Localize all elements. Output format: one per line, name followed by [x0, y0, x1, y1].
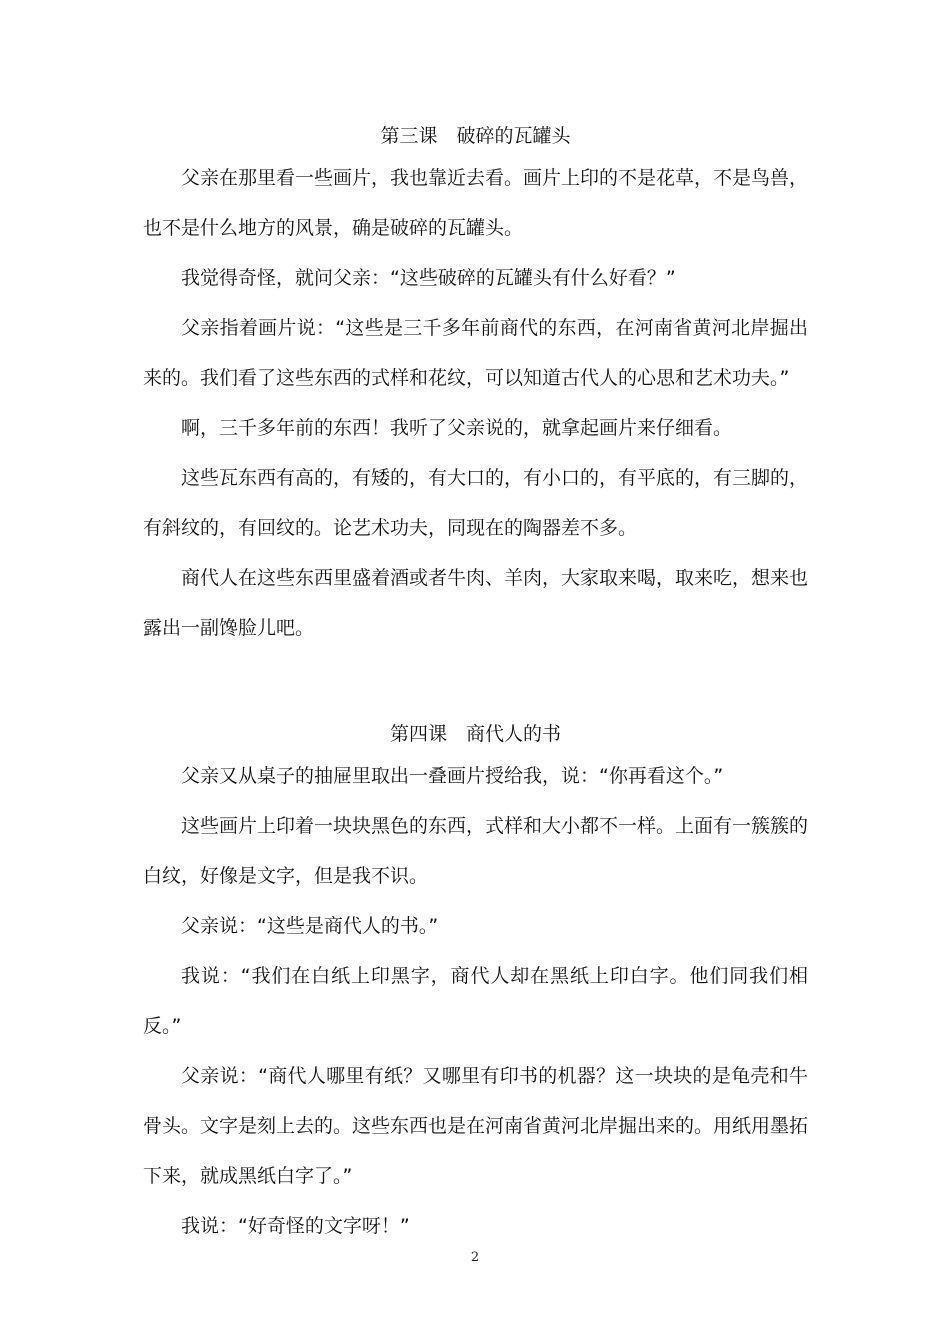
lesson-4-paragraph-4: 我说：“我们在白纸上印黑字，商代人却在黑纸上印白字。他们同我们相反。”: [143, 965, 808, 1037]
lesson-3-paragraph-2: 我觉得奇怪，就问父亲：“这些破碎的瓦罐头有什么好看？”: [181, 267, 676, 289]
lesson-3-paragraph-4: 啊，三千多年前的东西！我听了父亲说的，就拿起画片来仔细看。: [181, 417, 733, 439]
lesson-3-paragraph-1: 父亲在那里看一些画片，我也靠近去看。画片上印的不是花草，不是鸟兽，也不是什么地方的风景，确是破碎的瓦罐头。: [143, 167, 809, 239]
lesson-3-title: 第三课 破碎的瓦罐头: [380, 125, 571, 147]
lesson-4-paragraph-5: 父亲说：“商代人哪里有纸？又哪里有印书的机器？这一块块的是龟壳和牛骨头。文字是刻上去的。这些东西也是在河南省黄河北岸掘出来的。用纸用墨拓下来，就成黑纸白字了。”: [143, 1065, 809, 1187]
lesson-4-paragraph-2: 这些画片上印着一块块黑色的东西，式样和大小都不一样。上面有一簇簇的白纹，好像是文字，但是我不识。: [143, 815, 809, 887]
page-number: 2: [470, 1250, 480, 1265]
lesson-3-paragraph-5: 这些瓦东西有高的，有矮的，有大口的，有小口的，有平底的，有三脚的，有斜纹的，有回纹的。论艺术功夫，同现在的陶器差不多。: [143, 467, 809, 539]
lesson-3-paragraph-3: 父亲指着画片说：“这些是三千多年前商代的东西，在河南省黄河北岸掘出来的。我们看了这些东西的式样和花纹，可以知道古代人的心思和艺术功夫。”: [143, 317, 808, 389]
lesson-3-section: [143, 120, 808, 653]
lesson-4-paragraph-1: 父亲又从桌子的抽屉里取出一叠画片授给我，说：“你再看这个。”: [181, 765, 724, 787]
lesson-4-paragraph-3: 父亲说：“这些是商代人的书。”: [181, 915, 439, 937]
lesson-3-paragraph-6: 商代人在这些东西里盛着酒或者牛肉、羊肉，大家取来喝，取来吃，想来也露出一副馋脸儿吧。: [143, 567, 809, 639]
lesson-4-section: [143, 718, 808, 1251]
lesson-4-title: 第四课 商代人的书: [389, 723, 561, 745]
lesson-4-paragraph-6: 我说：“好奇怪的文字呀！”: [181, 1215, 410, 1237]
